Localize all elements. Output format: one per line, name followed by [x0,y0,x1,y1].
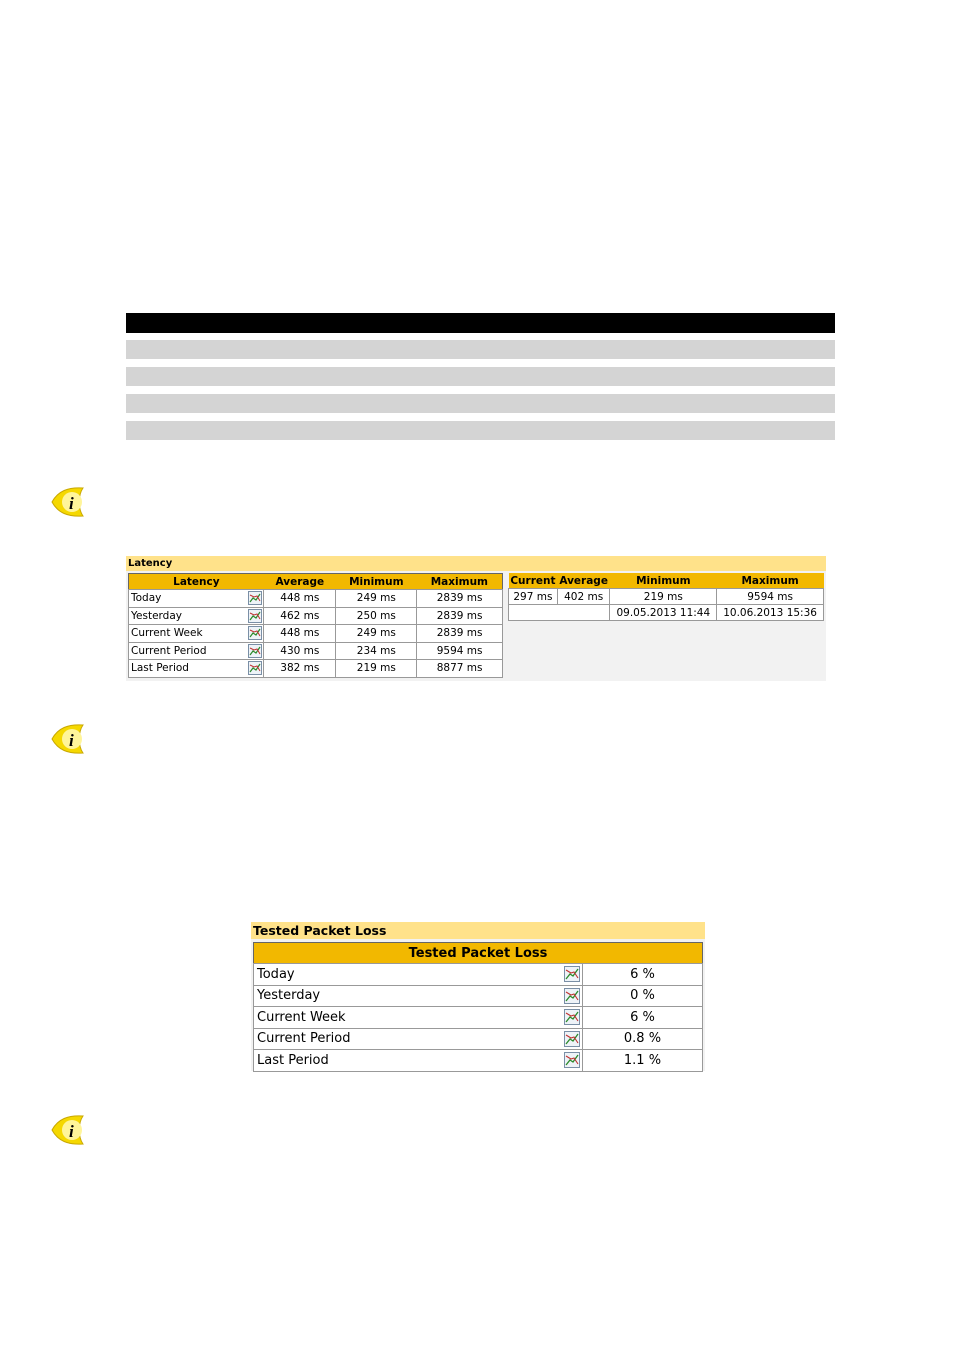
chart-icon[interactable] [248,661,262,675]
max-cell: 8877 ms [417,660,503,678]
min-cell: 219 ms [336,660,417,678]
max-cell: 9594 ms [417,642,503,660]
col-header-average: Average [559,574,608,587]
empty-cell [509,605,610,621]
row-label: Today [129,590,248,608]
table-row [254,1050,703,1072]
svg-text:i: i [69,494,74,513]
row-label: Last Period [254,1050,563,1072]
packet-loss-table [253,942,703,1072]
table-row-bar [126,421,835,440]
col-header-current: Current [510,574,556,587]
row-label: Yesterday [129,607,248,625]
table-header-bar [126,313,835,333]
avg-cell: 448 ms [264,625,336,643]
table-row [129,642,503,660]
table-row [509,589,824,605]
col-header-maximum: Maximum [417,574,503,590]
row-label: Last Period [129,660,248,678]
chart-icon[interactable] [564,1009,580,1025]
min-cell: 250 ms [336,607,417,625]
svg-text:i: i [69,731,74,750]
table-row [129,607,503,625]
table-row [254,964,703,986]
table-row [254,985,703,1007]
packet-loss-panel-title: Tested Packet Loss [251,922,705,939]
table-row [254,1028,703,1050]
chart-icon[interactable] [564,966,580,982]
info-icon [50,1113,86,1147]
table-row [129,660,503,678]
col-header-latency: Latency [129,574,264,590]
chart-icon[interactable] [564,988,580,1004]
row-label: Yesterday [254,985,563,1007]
average-value: 402 ms [557,589,610,605]
table-row [509,605,824,621]
min-cell: 234 ms [336,642,417,660]
value-cell: 0 % [583,985,703,1007]
maximum-date: 10.06.2013 15:36 [717,605,824,621]
max-cell: 2839 ms [417,625,503,643]
col-header-minimum: Minimum [336,574,417,590]
packet-loss-header: Tested Packet Loss [254,943,703,964]
minimum-date: 09.05.2013 11:44 [610,605,717,621]
table-row [254,1007,703,1029]
table-row-bar [126,367,835,386]
current-value: 297 ms [509,589,558,605]
col-header-average: Average [264,574,336,590]
value-cell: 6 % [583,1007,703,1029]
avg-cell: 430 ms [264,642,336,660]
chart-icon[interactable] [248,626,262,640]
row-label: Current Period [129,642,248,660]
chart-icon[interactable] [248,609,262,623]
avg-cell: 448 ms [264,590,336,608]
info-icon [50,485,86,519]
max-cell: 2839 ms [417,590,503,608]
chart-icon[interactable] [248,644,262,658]
latency-panel [126,556,826,681]
chart-icon[interactable] [248,591,262,605]
min-cell: 249 ms [336,590,417,608]
col-header-minimum: Minimum [610,573,717,589]
col-header-maximum: Maximum [717,573,824,589]
max-cell: 2839 ms [417,607,503,625]
row-label: Current Week [129,625,248,643]
latency-summary-table [508,573,824,621]
latency-panel-title: Latency [126,556,826,571]
packet-loss-panel [251,922,705,1071]
avg-cell: 382 ms [264,660,336,678]
chart-icon[interactable] [564,1052,580,1068]
table-row [129,625,503,643]
row-label: Current Period [254,1028,563,1050]
row-label: Today [254,964,563,986]
min-cell: 249 ms [336,625,417,643]
chart-icon[interactable] [564,1031,580,1047]
value-cell: 1.1 % [583,1050,703,1072]
avg-cell: 462 ms [264,607,336,625]
svg-text:i: i [69,1122,74,1141]
row-label: Current Week [254,1007,563,1029]
table-row [129,590,503,608]
table-row-bar [126,340,835,359]
info-icon [50,722,86,756]
value-cell: 6 % [583,964,703,986]
table-row-bar [126,394,835,413]
minimum-value: 219 ms [610,589,717,605]
maximum-value: 9594 ms [717,589,824,605]
value-cell: 0.8 % [583,1028,703,1050]
latency-table [128,573,503,678]
